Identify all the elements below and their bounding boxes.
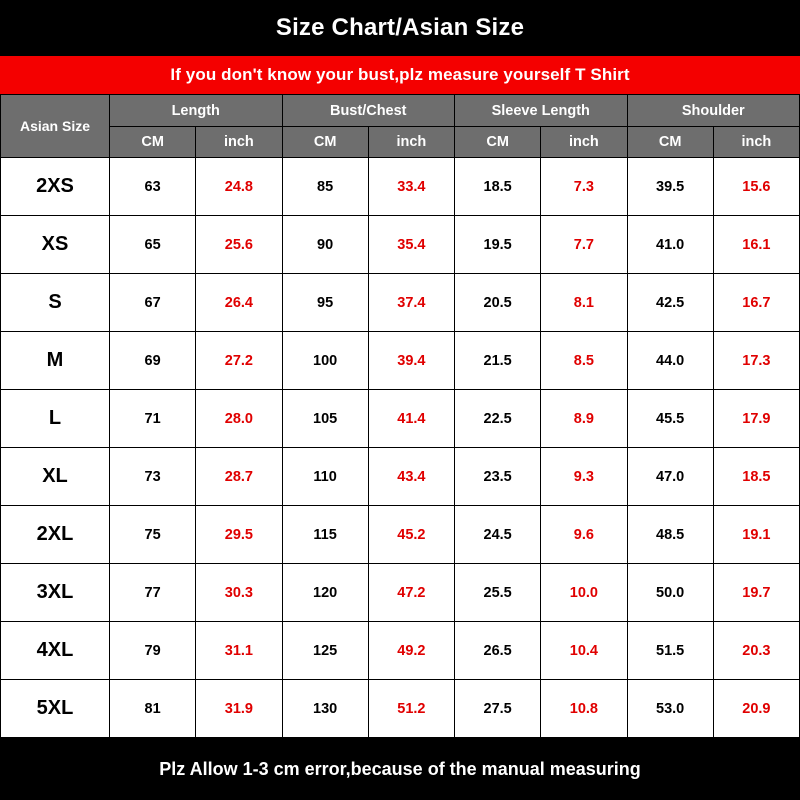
cell-bust-cm: 115 [282, 506, 368, 564]
header-unit-shoulder-inch: inch [713, 127, 799, 158]
cell-sleeve-cm: 23.5 [455, 448, 541, 506]
table-row [1, 274, 800, 332]
cell-sleeve-cm: 27.5 [455, 680, 541, 738]
cell-sleeve-inch: 7.3 [541, 158, 627, 216]
size-label: M [1, 332, 110, 390]
cell-sleeve-inch: 8.9 [541, 390, 627, 448]
header-group-length: Length [110, 95, 283, 127]
cell-sleeve-inch: 10.0 [541, 564, 627, 622]
unit-header-row [1, 127, 800, 158]
cell-shoulder-inch: 17.9 [713, 390, 799, 448]
cell-sleeve-inch: 9.3 [541, 448, 627, 506]
cell-bust-cm: 95 [282, 274, 368, 332]
cell-bust-inch: 43.4 [368, 448, 454, 506]
cell-sleeve-inch: 8.5 [541, 332, 627, 390]
header-unit-bust-cm: CM [282, 127, 368, 158]
size-label: 2XL [1, 506, 110, 564]
size-chart-table [0, 94, 800, 738]
cell-sleeve-inch: 9.6 [541, 506, 627, 564]
cell-bust-cm: 90 [282, 216, 368, 274]
cell-bust-cm: 110 [282, 448, 368, 506]
cell-length-inch: 31.1 [196, 622, 282, 680]
header-unit-length-inch: inch [196, 127, 282, 158]
cell-length-cm: 63 [110, 158, 196, 216]
cell-sleeve-inch: 7.7 [541, 216, 627, 274]
cell-shoulder-cm: 53.0 [627, 680, 713, 738]
cell-length-inch: 30.3 [196, 564, 282, 622]
cell-length-inch: 25.6 [196, 216, 282, 274]
cell-sleeve-cm: 26.5 [455, 622, 541, 680]
table-row [1, 564, 800, 622]
cell-bust-inch: 35.4 [368, 216, 454, 274]
cell-bust-cm: 85 [282, 158, 368, 216]
cell-bust-inch: 45.2 [368, 506, 454, 564]
cell-shoulder-cm: 42.5 [627, 274, 713, 332]
cell-length-cm: 71 [110, 390, 196, 448]
header-unit-shoulder-cm: CM [627, 127, 713, 158]
table-row [1, 216, 800, 274]
cell-sleeve-cm: 24.5 [455, 506, 541, 564]
size-label: XL [1, 448, 110, 506]
cell-sleeve-cm: 22.5 [455, 390, 541, 448]
cell-shoulder-inch: 15.6 [713, 158, 799, 216]
cell-shoulder-inch: 18.5 [713, 448, 799, 506]
header-asian-size: Asian Size [1, 95, 110, 158]
group-header-row [1, 95, 800, 127]
cell-bust-inch: 33.4 [368, 158, 454, 216]
cell-shoulder-cm: 39.5 [627, 158, 713, 216]
cell-sleeve-cm: 18.5 [455, 158, 541, 216]
table-row [1, 158, 800, 216]
size-label: L [1, 390, 110, 448]
header-unit-bust-inch: inch [368, 127, 454, 158]
cell-shoulder-inch: 19.1 [713, 506, 799, 564]
cell-shoulder-inch: 16.7 [713, 274, 799, 332]
size-label: 2XS [1, 158, 110, 216]
table-row [1, 680, 800, 738]
cell-length-cm: 75 [110, 506, 196, 564]
size-label: S [1, 274, 110, 332]
table-row [1, 332, 800, 390]
cell-bust-cm: 100 [282, 332, 368, 390]
cell-shoulder-cm: 48.5 [627, 506, 713, 564]
cell-sleeve-cm: 20.5 [455, 274, 541, 332]
header-group-sleeve-length: Sleeve Length [455, 95, 628, 127]
header-group-bust-chest: Bust/Chest [282, 95, 455, 127]
cell-shoulder-cm: 45.5 [627, 390, 713, 448]
cell-bust-inch: 51.2 [368, 680, 454, 738]
header-unit-sleeve-cm: CM [455, 127, 541, 158]
size-label: XS [1, 216, 110, 274]
cell-bust-cm: 120 [282, 564, 368, 622]
cell-shoulder-cm: 50.0 [627, 564, 713, 622]
cell-length-inch: 26.4 [196, 274, 282, 332]
cell-shoulder-inch: 19.7 [713, 564, 799, 622]
cell-length-inch: 28.0 [196, 390, 282, 448]
cell-bust-inch: 41.4 [368, 390, 454, 448]
cell-sleeve-inch: 8.1 [541, 274, 627, 332]
header-unit-sleeve-inch: inch [541, 127, 627, 158]
cell-shoulder-inch: 20.9 [713, 680, 799, 738]
cell-length-inch: 24.8 [196, 158, 282, 216]
cell-length-inch: 28.7 [196, 448, 282, 506]
cell-shoulder-inch: 16.1 [713, 216, 799, 274]
cell-bust-inch: 47.2 [368, 564, 454, 622]
cell-bust-cm: 125 [282, 622, 368, 680]
cell-shoulder-cm: 41.0 [627, 216, 713, 274]
cell-shoulder-cm: 51.5 [627, 622, 713, 680]
cell-length-cm: 65 [110, 216, 196, 274]
table-row [1, 390, 800, 448]
measure-notice-banner: If you don't know your bust,plz measure yourself T Shirt [0, 56, 800, 94]
cell-sleeve-cm: 21.5 [455, 332, 541, 390]
cell-shoulder-cm: 47.0 [627, 448, 713, 506]
header-unit-length-cm: CM [110, 127, 196, 158]
size-label: 3XL [1, 564, 110, 622]
cell-length-cm: 79 [110, 622, 196, 680]
cell-length-inch: 31.9 [196, 680, 282, 738]
cell-length-cm: 69 [110, 332, 196, 390]
size-label: 4XL [1, 622, 110, 680]
cell-bust-inch: 49.2 [368, 622, 454, 680]
cell-length-inch: 29.5 [196, 506, 282, 564]
measurement-error-note: Plz Allow 1-3 cm error,because of the manual measuring [159, 758, 641, 779]
cell-sleeve-cm: 25.5 [455, 564, 541, 622]
cell-sleeve-inch: 10.4 [541, 622, 627, 680]
cell-bust-cm: 105 [282, 390, 368, 448]
size-label: 5XL [1, 680, 110, 738]
cell-bust-cm: 130 [282, 680, 368, 738]
cell-length-inch: 27.2 [196, 332, 282, 390]
cell-length-cm: 81 [110, 680, 196, 738]
table-body [1, 158, 800, 738]
cell-length-cm: 73 [110, 448, 196, 506]
table-row [1, 622, 800, 680]
cell-length-cm: 67 [110, 274, 196, 332]
cell-sleeve-inch: 10.8 [541, 680, 627, 738]
cell-shoulder-inch: 20.3 [713, 622, 799, 680]
header-group-shoulder: Shoulder [627, 95, 800, 127]
table-head [1, 95, 800, 158]
cell-bust-inch: 37.4 [368, 274, 454, 332]
page-title: Size Chart/Asian Size [275, 14, 525, 41]
table-row [1, 448, 800, 506]
cell-length-cm: 77 [110, 564, 196, 622]
cell-shoulder-cm: 44.0 [627, 332, 713, 390]
cell-shoulder-inch: 17.3 [713, 332, 799, 390]
cell-bust-inch: 39.4 [368, 332, 454, 390]
table-row [1, 506, 800, 564]
cell-sleeve-cm: 19.5 [455, 216, 541, 274]
